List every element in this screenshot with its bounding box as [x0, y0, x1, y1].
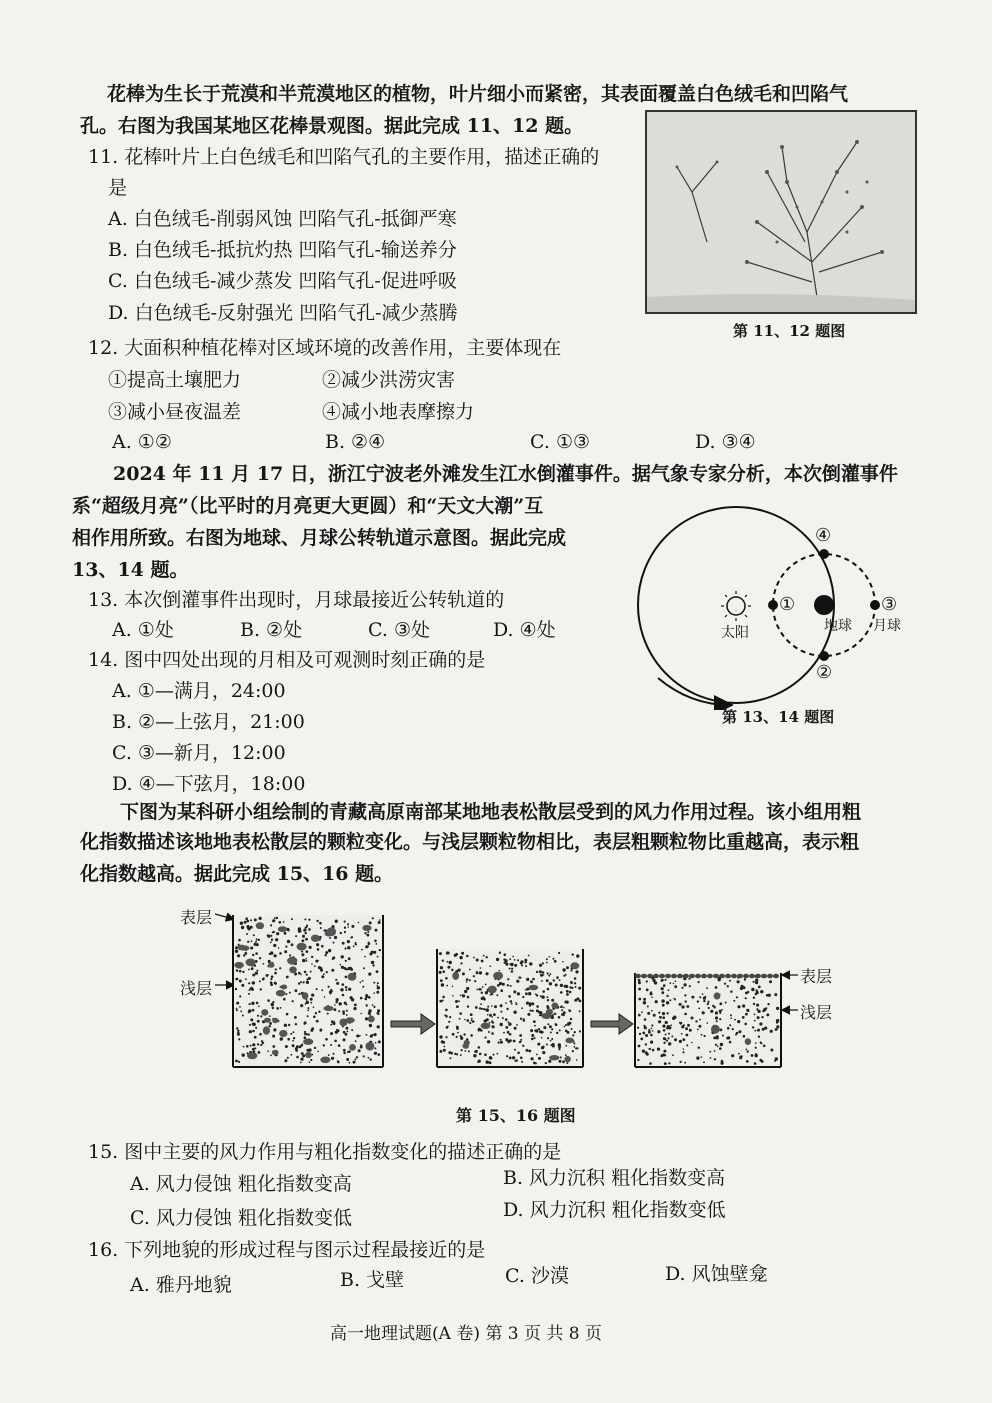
intro-line: 化指数越高。据此完成 15、16 题。 — [80, 863, 394, 885]
question-12-statement-4: ④减小地表摩擦力 — [322, 401, 475, 423]
surface-layer-label: 表层 — [180, 908, 213, 927]
question-15-option-b: B. 风力沉积 粗化指数变高 — [503, 1167, 726, 1189]
question-14-stem: 14. 图中四处出现的月相及可观测时刻正确的是 — [88, 649, 486, 671]
earth-orbit — [638, 507, 834, 703]
point-3-label: ③ — [881, 594, 898, 615]
intro-line: 系“超级月亮”（比平时的月亮更大更圆）和“天文大潮”互 — [72, 495, 544, 517]
intro-line: 下图为某科研小组绘制的青藏高原南部某地地表松散层受到的风力作用过程。该小组用粗 — [120, 801, 862, 823]
figure-11-12-caption: 第 11、12 题图 — [733, 322, 846, 340]
question-16-option-a: A. 雅丹地貌 — [130, 1274, 232, 1296]
soil-panel-1 — [233, 915, 383, 1067]
earth-icon — [814, 595, 834, 615]
question-11-option-a: A. 白色绒毛-削弱风蚀 凹陷气孔-抵御严寒 — [108, 208, 457, 230]
soil-panel-2 — [437, 949, 583, 1067]
question-13-option-c: C. ③处 — [368, 619, 430, 641]
intro-line: 相作用所致。右图为地球、月球公转轨道示意图。据此完成 — [72, 527, 567, 549]
question-12-option-a: A. ①② — [112, 431, 172, 453]
soil-layer-diagram — [215, 905, 805, 1075]
soil-panel-3 — [635, 973, 781, 1067]
intro-line: 孔。右图为我国某地区花棒景观图。据此完成 11、12 题。 — [80, 115, 584, 137]
shrub-illustration — [647, 112, 915, 312]
question-14-option-b: B. ②—上弦月，21:00 — [112, 711, 305, 733]
sun-label: 太阳 — [721, 625, 749, 641]
question-11-option-d: D. 白色绒毛-反射强光 凹陷气孔-减少蒸腾 — [108, 302, 458, 324]
question-12-statement-2: ②减少洪涝灾害 — [322, 369, 456, 391]
shallow-layer-label-right: 浅层 — [800, 1003, 833, 1022]
question-13-stem: 13. 本次倒灌事件出现时，月球最接近公转轨道的 — [88, 589, 505, 611]
question-11-stem: 11. 花棒叶片上白色绒毛和凹陷气孔的主要作用，描述正确的 — [88, 146, 600, 168]
moon-position-3 — [870, 600, 880, 610]
intro-line: 2024 年 11 月 17 日，浙江宁波老外滩发生江水倒灌事件。据气象专家分析，本次倒灌事件 — [113, 463, 898, 485]
earth-label: 地球 — [824, 618, 852, 634]
question-13-option-d: D. ④处 — [493, 619, 556, 641]
question-16-option-b: B. 戈壁 — [340, 1269, 405, 1291]
plant-photo — [645, 110, 917, 314]
question-13-option-a: A. ①处 — [112, 619, 174, 641]
question-14-option-c: C. ③—新月，12:00 — [112, 742, 286, 764]
intro-line: 化指数描述该地地表松散层的颗粒变化。与浅层颗粒物相比，表层粗颗粒物比重越高，表示粗 — [80, 831, 860, 853]
question-12-statement-1: ①提高土壤肥力 — [108, 369, 242, 391]
question-14-option-d: D. ④—下弦月，18:00 — [112, 773, 306, 795]
moon-position-1 — [768, 600, 778, 610]
intro-line: 13、14 题。 — [72, 559, 189, 581]
question-12-option-b: B. ②④ — [325, 431, 386, 453]
question-13-option-b: B. ②处 — [240, 619, 303, 641]
question-15-option-a: A. 风力侵蚀 粗化指数变高 — [130, 1173, 352, 1195]
figure-15-16-caption: 第 15、16 题图 — [456, 1106, 576, 1125]
moon-position-2 — [819, 651, 829, 661]
point-2-label: ② — [816, 662, 833, 683]
page-footer: 高一地理试题(A 卷) 第 3 页 共 8 页 — [330, 1324, 602, 1344]
question-12-option-d: D. ③④ — [695, 431, 756, 453]
moon-position-4 — [819, 549, 829, 559]
question-15-option-c: C. 风力侵蚀 粗化指数变低 — [130, 1207, 352, 1229]
question-14-option-a: A. ①—满月，24:00 — [112, 680, 286, 702]
shallow-layer-label: 浅层 — [180, 979, 213, 998]
question-15-option-d: D. 风力沉积 粗化指数变低 — [503, 1199, 726, 1221]
question-12-statement-3: ③减小昼夜温差 — [108, 401, 242, 423]
question-15-stem: 15. 图中主要的风力作用与粗化指数变化的描述正确的是 — [88, 1141, 562, 1163]
point-4-label: ④ — [815, 525, 832, 546]
moon-label: 月球 — [873, 618, 901, 634]
question-11-option-b: B. 白色绒毛-抵抗灼热 凹陷气孔-输送养分 — [108, 239, 457, 261]
surface-layer-label-right: 表层 — [800, 967, 833, 986]
question-11-option-c: C. 白色绒毛-减少蒸发 凹陷气孔-促进呼吸 — [108, 270, 457, 292]
question-11-stem-cont: 是 — [108, 177, 128, 199]
sun-icon — [721, 591, 751, 621]
question-16-option-d: D. 风蚀壁龛 — [665, 1263, 768, 1285]
figure-13-14-caption: 第 13、14 题图 — [722, 708, 835, 726]
question-16-stem: 16. 下列地貌的形成过程与图示过程最接近的是 — [88, 1239, 486, 1261]
question-12-option-c: C. ①③ — [530, 431, 591, 453]
question-12-stem: 12. 大面积种植花棒对区域环境的改善作用，主要体现在 — [88, 337, 562, 359]
point-1-label: ① — [779, 594, 796, 615]
intro-line: 花棒为生长于荒漠和半荒漠地区的植物，叶片细小而紧密，其表面覆盖白色绒毛和凹陷气 — [107, 83, 849, 105]
question-16-option-c: C. 沙漠 — [505, 1265, 569, 1287]
